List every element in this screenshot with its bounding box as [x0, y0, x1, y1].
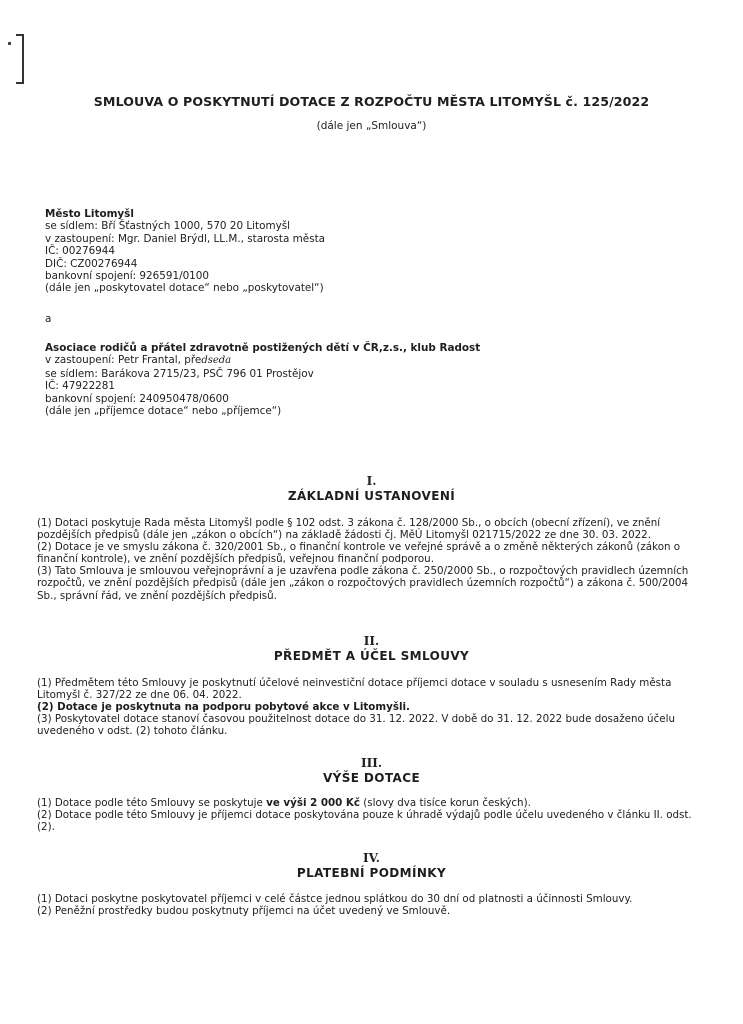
section-body	[37, 677, 697, 737]
section-number: III.	[360, 756, 383, 770]
provider-line: bankovní spojení: 926591/0100	[45, 270, 210, 283]
paragraph	[37, 797, 697, 809]
paragraph-bold-text: Dotace je poskytnuta na podporu pobytové akce v Litomyšli.	[57, 701, 410, 714]
recipient-line: IČ: 47922281	[45, 380, 116, 393]
recipient-line: se sídlem: Barákova 2715/23, PSČ 796 01 Prostějov	[45, 367, 314, 380]
section-title: PŘEDMĚT A ÚČEL SMLOUVY	[273, 649, 470, 663]
paragraph-prefix: (2)	[37, 701, 58, 714]
paragraph: (1) Dotaci poskytuje Rada města Litomyšl podle § 102 odst. 3 zákona č. 128/2000 Sb., o obcích (obecní zřízení), ve znění pozdějších předpisů (dále jen „zákon o obcích“) na základě žádosti čj. MěÚ Litomyšl 021715/2022 ze dne 30. 03. 2022.	[37, 517, 661, 542]
document-subtitle: (dále jen „Smlouva“)	[316, 120, 427, 132]
section-heading	[0, 474, 743, 504]
section-body	[37, 797, 697, 833]
scan-bracket-mark	[16, 34, 24, 84]
section-heading	[0, 634, 743, 664]
paragraph-text: (slovy dva tisíce korun českých).	[360, 797, 531, 809]
paragraph: (3) Tato Smlouva je smlouvou veřejnoprávní a je uzavřena podle zákona č. 250/2000 Sb., o rozpočtových pravidlech územních rozpočtů, ve znění pozdějších předpisů (dále jen „zákon o rozpočtových pravidlech územních rozpočtů“) a zákona č. 500/2004 Sb., správní řád, ve znění pozdějších předpisů.	[37, 565, 689, 602]
paragraph: (2) Peněžní prostředky budou poskytnuty příjemci na účet uvedený ve Smlouvě.	[37, 905, 451, 918]
paragraph: (2) Dotace podle této Smlouvy je příjemci dotace poskytována pouze k úhradě výdajů podle účelu uvedeného v článku II. odst. (2).	[37, 809, 692, 834]
recipient-block	[45, 342, 480, 417]
paragraph-text: (1) Dotace podle této Smlouvy se poskytuje	[37, 797, 267, 809]
provider-line: (dále jen „poskytovatel dotace“ nebo „poskytovatel“)	[45, 282, 324, 295]
section-number: I.	[366, 474, 377, 488]
provider-line: v zastoupení: Mgr. Daniel Brýdl, LL.M., starosta města	[45, 232, 326, 245]
section-number: II.	[363, 634, 380, 648]
section-title: PLATEBNÍ PODMÍNKY	[296, 866, 447, 880]
provider-name: Město Litomyšl	[45, 208, 134, 220]
paragraph-bold	[37, 701, 697, 713]
section-title: VÝŠE DOTACE	[322, 771, 421, 785]
provider-block	[45, 208, 325, 295]
provider-line: se sídlem: Bří Šťastných 1000, 570 20 Litomyšl	[45, 220, 291, 233]
recipient-representative-text: v zastoupení: Petr Frantal, pře	[45, 354, 202, 367]
document-title: SMLOUVA O POSKYTNUTÍ DOTACE Z ROZPOČTU MĚSTA LITOMYŠL č. 125/2022	[93, 94, 650, 109]
section-title: ZÁKLADNÍ USTANOVENÍ	[287, 489, 456, 503]
recipient-name: Asociace rodičů a přátel zdravotně postižených dětí v ČR,z.s., klub Radost	[45, 342, 481, 354]
paragraph: (1) Dotaci poskytne poskytovatel příjemci v celé částce jednou splátkou do 30 dní od platnosti a účinnosti Smlouvy.	[37, 893, 633, 905]
scan-dot-mark	[8, 42, 11, 45]
provider-line: DIČ: CZ00276944	[45, 257, 138, 270]
paragraph: (2) Dotace je ve smyslu zákona č. 320/2001 Sb., o finanční kontrole ve veřejné správě a o změně některých zákonů (zákon o finanční kontrole), ve znění pozdějších předpisů, veřejnou finanční podporou.	[37, 541, 681, 566]
paragraph: (1) Předmětem této Smlouvy je poskytnutí účelové neinvestiční dotace příjemci dotace v souladu s usnesením Rady města Litomyšl č. 327/22 ze dne 06. 04. 2022.	[37, 677, 672, 702]
section-body	[37, 517, 697, 602]
conjunction: a	[45, 313, 52, 325]
paragraph: (3) Poskytovatel dotace stanoví časovou použitelnost dotace do 31. 12. 2022. V době do 31. 12. 2022 bude dosaženo účelu uvedeného v odst. (2) tohoto článku.	[37, 713, 675, 738]
section-heading	[0, 756, 743, 786]
recipient-representative	[45, 354, 480, 367]
handwritten-correction: dseda	[201, 355, 232, 367]
provider-line: IČ: 00276944	[45, 245, 116, 258]
section-heading	[0, 851, 743, 881]
recipient-line: (dále jen „příjemce dotace“ nebo „příjemce“)	[45, 405, 282, 418]
recipient-line: bankovní spojení: 240950478/0600	[45, 392, 229, 405]
section-number: IV.	[362, 851, 380, 865]
amount: ve výši 2 000 Kč	[266, 797, 360, 809]
section-body	[37, 893, 697, 917]
